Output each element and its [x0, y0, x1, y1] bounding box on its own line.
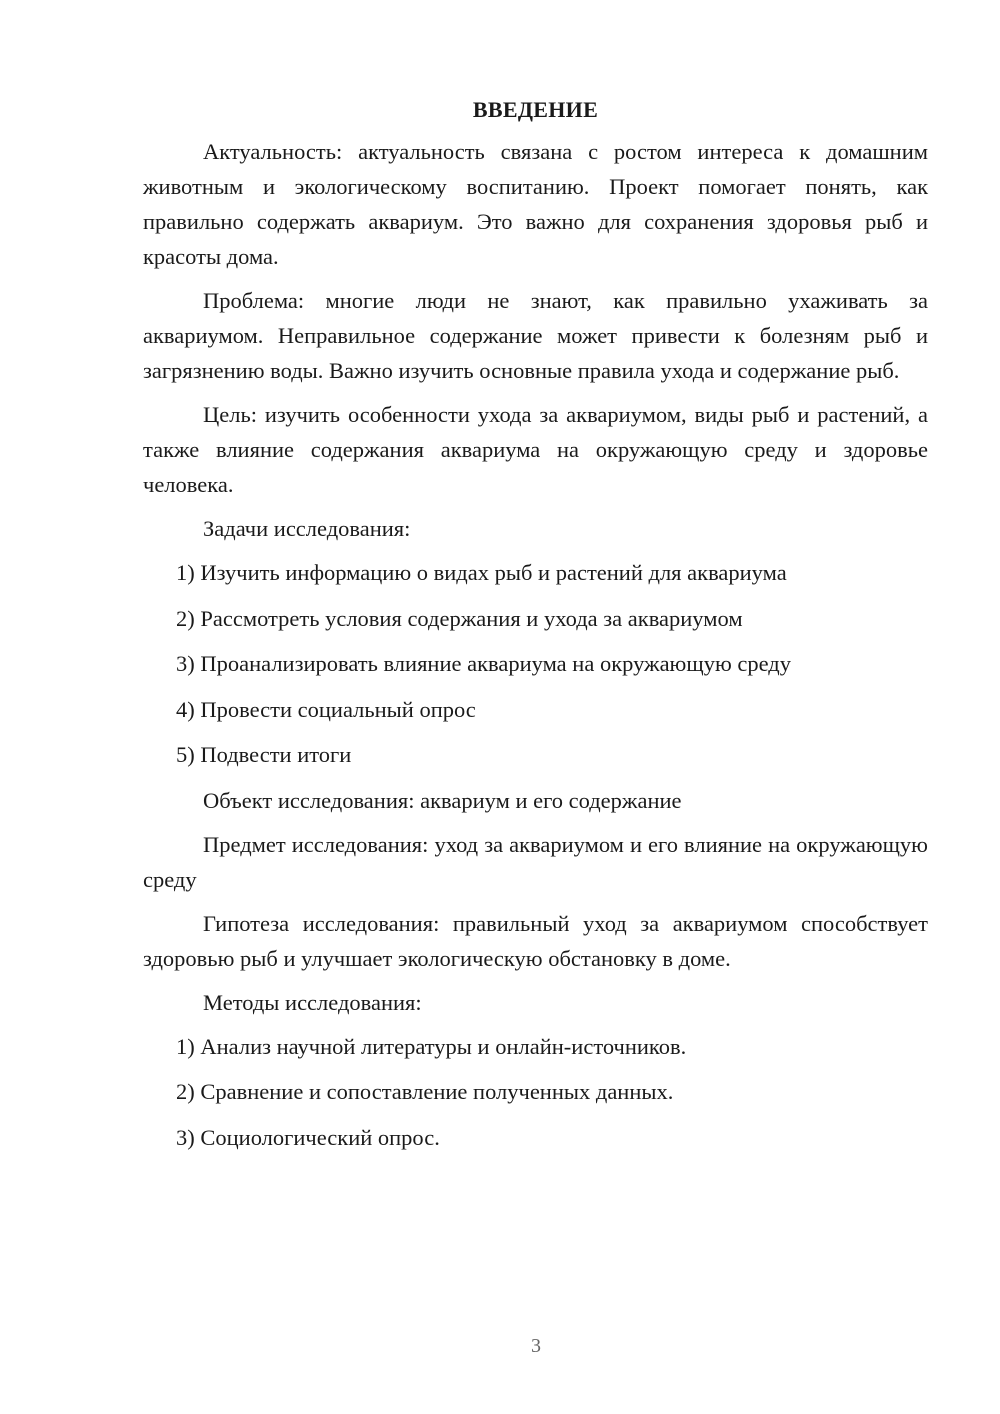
document-page [143, 92, 928, 1165]
methods-heading: Методы исследования: [203, 989, 422, 1015]
list-item: 3) Проанализировать влияние аквариума на окружающую среду [176, 651, 792, 676]
list-item: 2) Сравнение и сопоставление полученных данных. [176, 1079, 674, 1104]
hypothesis-paragraph: Гипотеза исследования: правильный уход за аквариумом способствует здоровью рыб и улучшает экологическую обстановку в доме. [143, 910, 928, 971]
list-item: 1) Изучить информацию о видах рыб и растений для аквариума [176, 560, 787, 585]
list-item: 3) Социологический опрос. [176, 1124, 440, 1150]
relevance-paragraph: Актуальность: актуальность связана с ростом интереса к домашним животным и экологическому воспитанию. Проект помогает понять, как правильно содержать аквариум. Это важно для сохранения здоровья рыб и красоты дома. [143, 139, 928, 269]
page-title: ВВЕДЕНИЕ [472, 97, 599, 122]
tasks-heading: Задачи исследования: [203, 516, 411, 541]
object-paragraph: Объект исследования: аквариум и его содержание [203, 787, 682, 813]
goal-paragraph: Цель: изучить особенности ухода за аквариумом, виды рыб и растений, а также влияние содержания аквариума на окружающую среду и здоровье человека. [143, 402, 928, 497]
tasks-list [143, 555, 928, 772]
list-item: 4) Провести социальный опрос [176, 696, 476, 722]
methods-list [143, 1029, 928, 1155]
list-item: 5) Подвести итоги [176, 742, 352, 767]
page-number: 3 [531, 1335, 541, 1357]
list-item: 1) Анализ научной литературы и онлайн-источников. [176, 1033, 687, 1059]
problem-paragraph: Проблема: многие люди не знают, как правильно ухаживать за аквариумом. Неправильное содержание может привести к болезням рыб и загрязнению воды. Важно изучить основные правила ухода и содержание рыб. [143, 288, 928, 383]
subject-paragraph: Предмет исследования: уход за аквариумом и его влияние на окружающую среду [143, 831, 928, 892]
list-item: 2) Рассмотреть условия содержания и ухода за аквариумом [176, 605, 743, 631]
